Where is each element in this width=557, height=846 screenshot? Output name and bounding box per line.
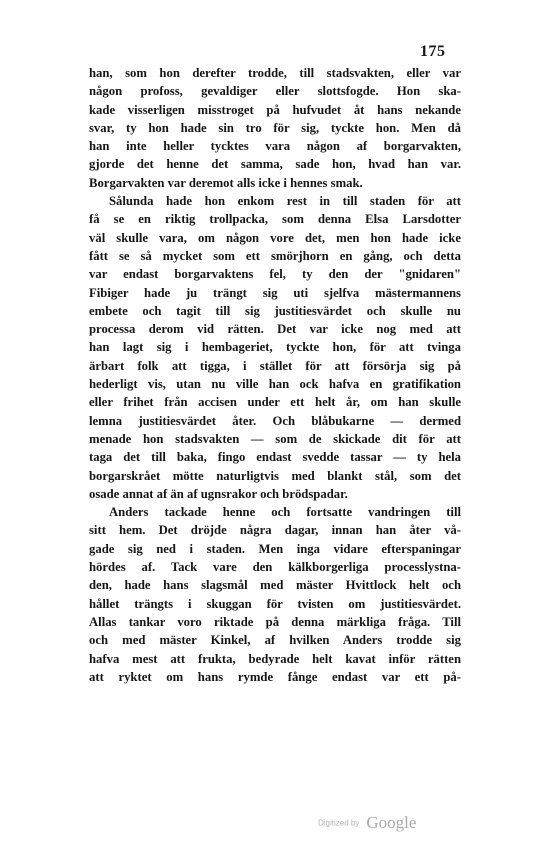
text-line: och med mäster Kinkel, af hvilken Anders trodde sig [89, 633, 461, 648]
text-line: få se en riktig trollpacka, som denna Elsa Larsdotter [89, 212, 461, 227]
text-line: han lagt sig i hembageriet, tyckte hon, för att tvinga [89, 340, 461, 355]
text-line: kade visserligen misstroget på hufvudet åt hans nekande [89, 102, 461, 117]
text-line: Fibiger hade ju trängt sig uti sjelfva mästermannens [89, 285, 461, 300]
text-line: Sålunda hade hon enkom rest in till staden för att [109, 194, 461, 209]
text-line: hållet trängts i skuggan för tvisten om justitiesvärdet. [89, 596, 461, 611]
text-line: lemna justitiesvärdet åter. Och blåbukarne — dermed [89, 413, 461, 428]
text-line: hördes af. Tack vare den kälkborgerliga processlystna- [89, 560, 461, 575]
text-line: Allas tankar voro riktade på denna märkliga fråga. Till [89, 614, 461, 629]
text-line: taga det till baka, fingo endast svedde tassar — ty hela [89, 450, 461, 465]
text-line: gjorde det henne det samma, sade hon, hvad han var. [89, 157, 461, 172]
text-line: osade annat af än af ugnsrakor och brödspadar. [89, 486, 348, 501]
text-line: ärbart folk att tigga, i stället för att försörja sig på [89, 358, 461, 373]
text-line: hafva mest att frukta, bedyrade helt kavat inför rätten [89, 651, 461, 666]
page-number: 175 [420, 43, 446, 60]
text-line: hederligt vis, utan nu ville han ock hafva en gratifikation [89, 377, 461, 392]
text-line: någon profoss, gevaldiger eller slottsfogde. Hon ska- [89, 84, 461, 99]
text-line: eller frihet från accisen under ett helt år, om han skulle [89, 395, 461, 410]
text-line: menade hon stadsvakten — som de skickade dit för att [89, 431, 461, 446]
text-line: gade sig ned i staden. Men inga vidare efterspaningar [89, 541, 461, 556]
text-line: processa derom vid rätten. Det var icke nog med att [89, 322, 461, 337]
text-line: Borgarvakten var deremot alls icke i hennes smak. [89, 175, 363, 190]
text-line: väl skulle vara, om någon vore det, men hon hade icke [89, 230, 461, 245]
text-line: han inte heller tycktes vara någon af borgarvakten, [89, 139, 461, 154]
google-logo: Google [366, 813, 417, 832]
text-line: Anders tackade henne och fortsatte vandringen till [109, 505, 461, 520]
text-line: embete och tagit till sig justitiesvärdet och skulle nu [89, 303, 461, 318]
digitized-watermark [318, 813, 416, 833]
text-line: den, hade hans slagsmål med mäster Hvittlock helt och [89, 578, 461, 593]
text-line: sitt hem. Det dröjde några dagar, innan han åter vå- [89, 523, 461, 538]
text-line: var endast borgarvaktens fel, ty den der "gnidaren" [89, 267, 461, 282]
body-text [89, 64, 461, 686]
text-line: svar, ty hon hade sin tro för sig, tyckte hon. Men då [89, 120, 461, 135]
text-line: fått se så mycket som ett smörjhorn en gång, och detta [89, 248, 461, 263]
text-line: borgarskrået mötte naturligtvis med blankt stål, som det [89, 468, 461, 483]
text-line: att ryktet om hans rymde fånge endast var ett på- [89, 669, 461, 684]
watermark-prefix: Digitized by [318, 818, 360, 828]
text-line: han, som hon derefter trodde, till stadsvakten, eller var [89, 66, 461, 80]
